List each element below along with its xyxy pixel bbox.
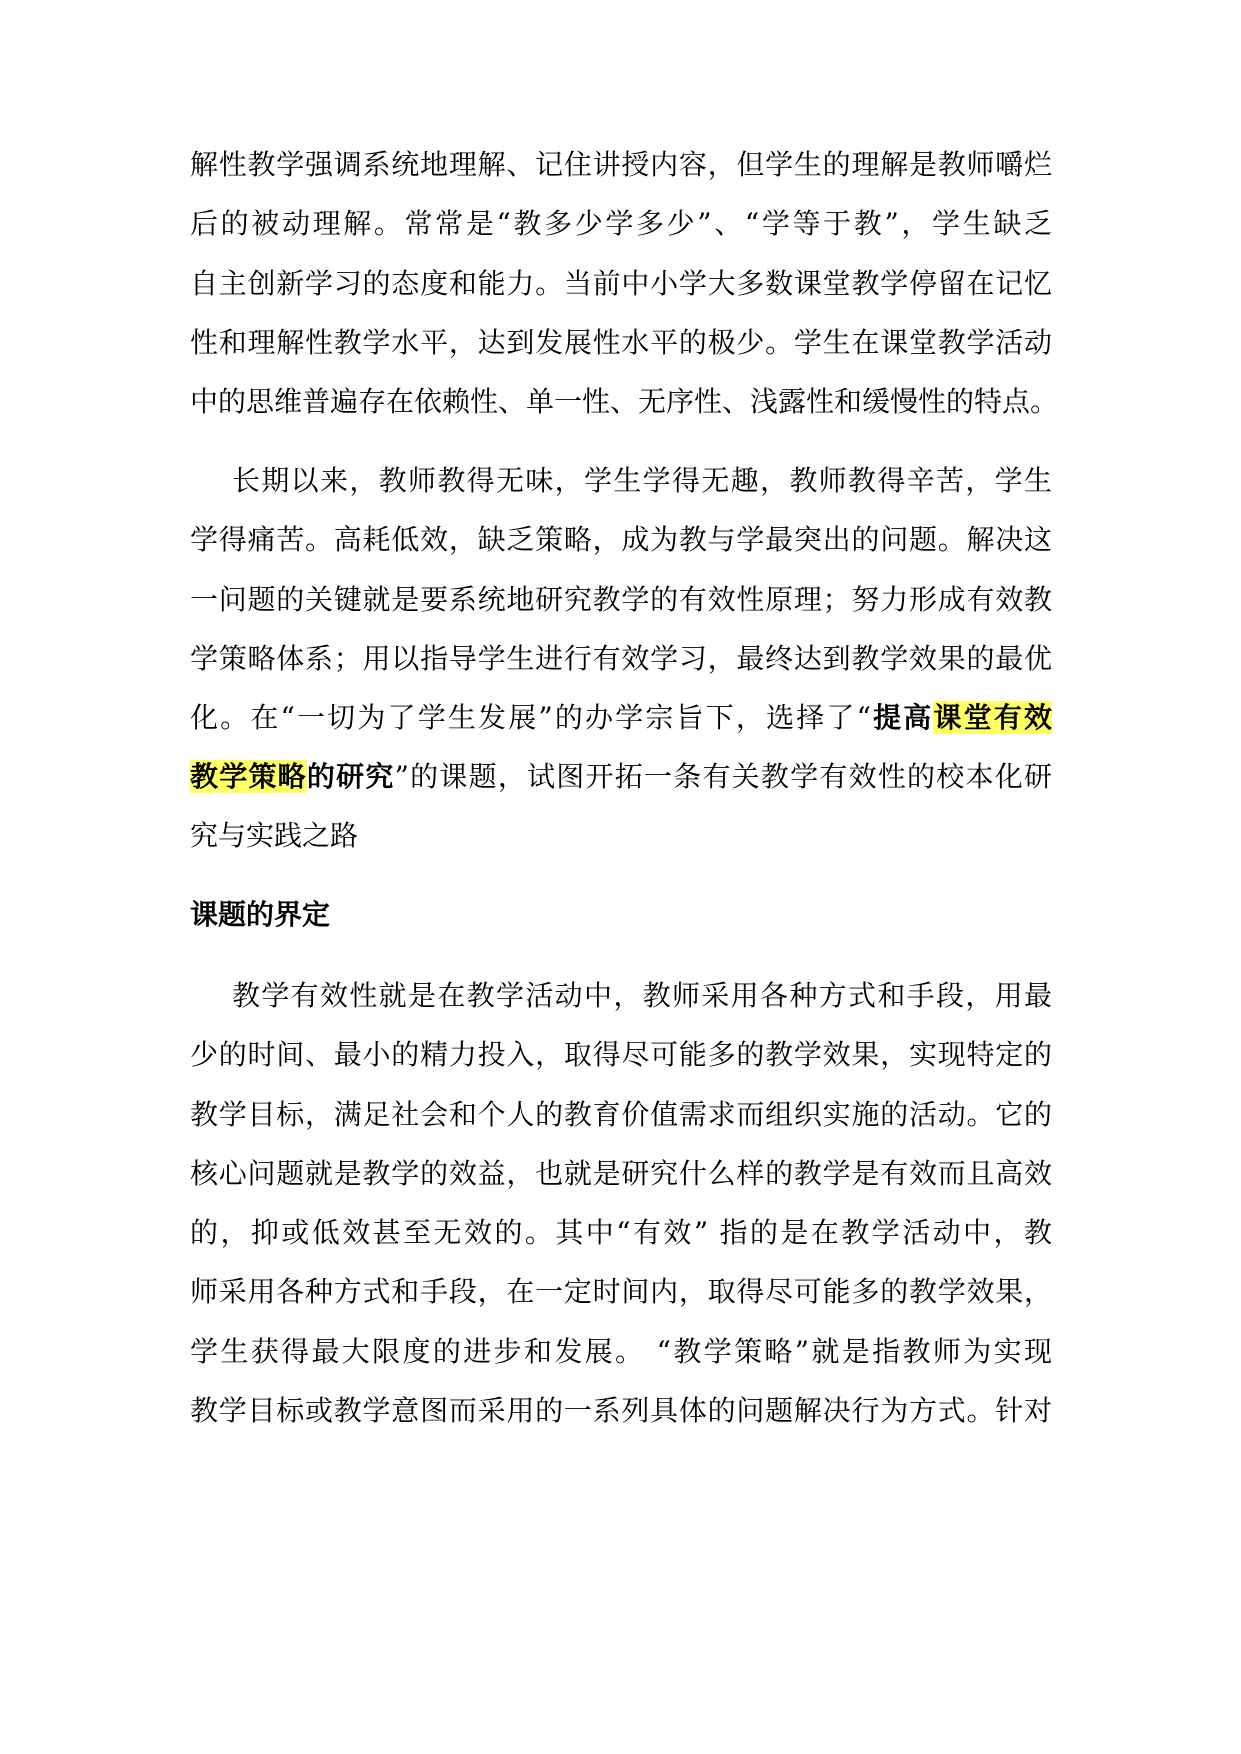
bold-text: 的研究 (306, 760, 395, 793)
section-heading: 课题的界定 (190, 898, 331, 931)
paragraph1-line: 性和理解性教学水平，达到发展性水平的极少。学生在课堂教学活动 (190, 326, 1052, 359)
paragraph1-line: 自主创新学习的态度和能力。当前中小学大多数课堂教学停留在记忆 (190, 267, 1052, 300)
paragraph1-line: 解性教学强调系统地理解、记住讲授内容，但学生的理解是教师嚼烂 (190, 148, 1052, 181)
line-text: ”的课题，试图开拓一条有关教学有效性的校本化研 (394, 760, 1052, 793)
paragraph1-line: 中的思维普遍存在依赖性、单一性、无序性、浅露性和缓慢性的特点。 (190, 385, 1059, 418)
paragraph2-line: 究与实践之路 (190, 819, 359, 852)
paragraph3-line: 的，抑或低效甚至无效的。其中“有效” 指的是在教学活动中，教 (190, 1216, 1052, 1249)
paragraph3-line: 师采用各种方式和手段，在一定时间内，取得尽可能多的教学效果， (190, 1275, 1052, 1308)
paragraph1-line: 后的被动理解。常常是“教多少学多少”、“学等于教”，学生缺乏 (190, 207, 1052, 240)
paragraph2-line: 长期以来，教师教得无味，学生学得无趣，教师教得辛苦，学生 (232, 464, 1052, 497)
paragraph2-line (190, 757, 1052, 797)
paragraph3-line: 教学有效性就是在教学活动中，教师采用各种方式和手段，用最 (232, 979, 1052, 1012)
highlighted-text: 教学策略 (190, 760, 307, 793)
paragraph3-line: 核心问题就是教学的效益，也就是研究什么样的教学是有效而且高效 (190, 1157, 1052, 1190)
highlighted-text: 课堂有效 (933, 701, 1052, 734)
paragraph3-line: 教学目标或教学意图而采用的一系列具体的问题解决行为方式。针对 (190, 1394, 1052, 1427)
paragraph3-line: 少的时间、最小的精力投入，取得尽可能多的教学效果，实现特定的 (190, 1038, 1052, 1071)
paragraph2-line (190, 698, 1052, 738)
bold-text: 提高 (870, 701, 934, 734)
paragraph2-line: 学得痛苦。高耗低效，缺乏策略，成为教与学最突出的问题。解决这 (190, 523, 1052, 556)
line-text: 化。在“一切为了学生发展”的办学宗旨下，选择了“ (190, 701, 871, 734)
paragraph2-line: 一问题的关键就是要系统地研究教学的有效性原理；努力形成有效教 (190, 583, 1052, 616)
paragraph3-line: 教学目标，满足社会和个人的教育价值需求而组织实施的活动。它的 (190, 1098, 1052, 1131)
paragraph3-line: 学生获得最大限度的进步和发展。 “教学策略”就是指教师为实现 (190, 1335, 1052, 1368)
paragraph2-line: 学策略体系；用以指导学生进行有效学习，最终达到教学效果的最优 (190, 642, 1052, 675)
